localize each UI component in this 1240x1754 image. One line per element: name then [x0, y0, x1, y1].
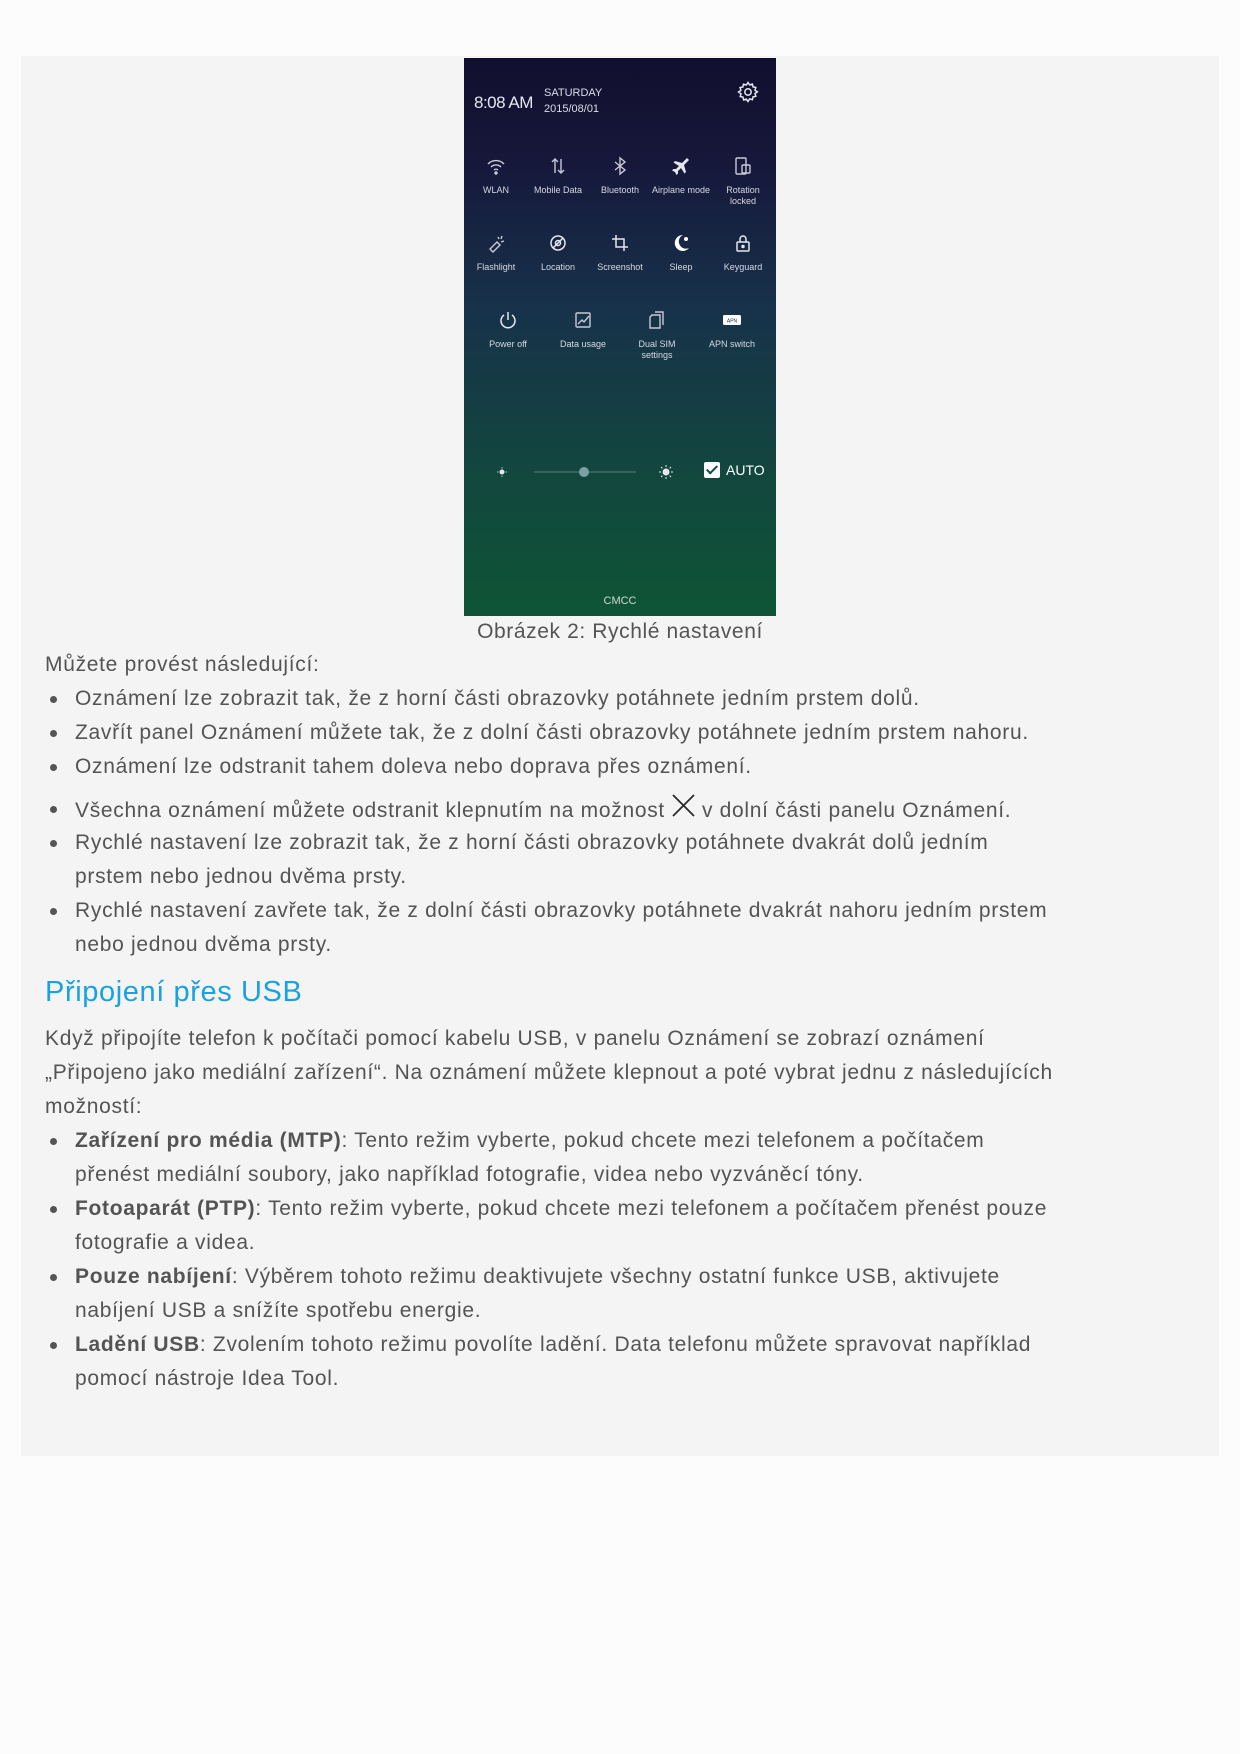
airplane-icon: [670, 155, 692, 177]
option-text: pomocí nástroje Idea Tool.: [75, 1367, 340, 1390]
tile-keyguard[interactable]: [712, 232, 774, 273]
close-icon: [670, 792, 697, 819]
tile-sleep[interactable]: [650, 232, 712, 273]
apn-icon: [721, 309, 743, 331]
tile-wlan[interactable]: [465, 155, 527, 196]
option-term: Fotoaparát (PTP): [75, 1197, 256, 1220]
option-text: : Zvolením tohoto režimu povolíte ladění. Data telefonu můžete spravovat například: [199, 1333, 1032, 1356]
location-icon: [547, 232, 569, 254]
svg-text:APN: APN: [726, 318, 738, 325]
tile-label: Screenshot: [597, 262, 643, 272]
tile-label: WLAN: [482, 185, 509, 195]
tile-label: Flashlight: [476, 262, 516, 272]
auto-label: AUTO: [726, 462, 765, 478]
dual-sim-icon: [646, 309, 668, 331]
usb-intro: [45, 1022, 1053, 1124]
tile-label: Rotation locked: [726, 185, 760, 206]
tile-mobile-data[interactable]: [527, 155, 589, 196]
power-icon: [497, 309, 519, 331]
list-item-line: nebo jednou dvěma prsty.: [75, 933, 332, 956]
list-item-line: prstem nebo jednou dvěma prsty.: [75, 865, 407, 888]
tile-label: Data usage: [559, 339, 607, 349]
tile-flashlight[interactable]: [465, 232, 527, 273]
list-item-line: Rychlé nastavení lze zobrazit tak, že z horní části obrazovky potáhnete dvakrát dolů jedním: [75, 831, 989, 854]
option-text: fotografie a videa.: [75, 1231, 256, 1254]
data-usage-icon: [572, 309, 594, 331]
tile-label: Bluetooth: [600, 185, 640, 195]
tile-data-usage[interactable]: [552, 309, 614, 350]
tile-label: Keyguard: [723, 262, 763, 272]
list-item: [75, 1328, 1031, 1396]
carrier-label: CMCC: [603, 595, 637, 607]
paragraph-line: možností:: [45, 1095, 143, 1118]
tile-location[interactable]: [527, 232, 589, 273]
list-item: [75, 1260, 1000, 1328]
option-text: : Výběrem tohoto režimu deaktivujete všechny ostatní funkce USB, aktivujete: [231, 1265, 1000, 1288]
tile-bluetooth[interactable]: [589, 155, 651, 196]
intro-text: Můžete provést následující:: [45, 653, 320, 676]
list-item-line: Rychlé nastavení zavřete tak, že z dolní části obrazovky potáhnete dvakrát nahoru jedním prstem: [75, 899, 1048, 922]
bluetooth-icon: [609, 155, 631, 177]
flashlight-icon: [485, 232, 507, 254]
quick-settings-screenshot: [464, 58, 776, 616]
tile-label: Location: [540, 262, 576, 272]
list-item: [75, 826, 988, 894]
list-item: [75, 894, 1047, 962]
tile-label: Sleep: [669, 262, 693, 272]
paragraph-line: „Připojeno jako mediální zařízení“. Na oznámení můžete klepnout a poté vybrat jednu z následujících: [45, 1061, 1053, 1084]
option-text: : Tento režim vyberte, pokud chcete mezi telefonem a počítačem: [341, 1129, 985, 1152]
tile-label: Dual SIM settings: [638, 339, 676, 360]
auto-brightness-toggle[interactable]: [704, 462, 765, 478]
section-heading: Připojení přes USB: [45, 976, 303, 1008]
paragraph-line: Když připojíte telefon k počítači pomocí kabelu USB, v panelu Oznámení se zobrazí oznámení: [45, 1027, 985, 1050]
option-term: Pouze nabíjení: [75, 1265, 232, 1288]
gear-icon[interactable]: [736, 80, 760, 104]
tile-dual-sim-settings[interactable]: [626, 309, 688, 361]
tile-label: APN switch: [708, 339, 755, 349]
option-term: Zařízení pro média (MTP): [75, 1129, 342, 1152]
option-text: přenést mediální soubory, jako například fotografie, videa nebo vyzváněcí tóny.: [75, 1163, 864, 1186]
list-item: Zavřít panel Oznámení můžete tak, že z dolní části obrazovky potáhnete jedním prstem nahoru.: [75, 716, 1029, 750]
screenshot-icon: [609, 232, 631, 254]
tile-rotation-locked[interactable]: [712, 155, 774, 207]
option-text: : Tento režim vyberte, pokud chcete mezi telefonem a počítačem přenést pouze: [255, 1197, 1048, 1220]
list-item: Oznámení lze zobrazit tak, že z horní části obrazovky potáhnete jedním prstem dolů.: [75, 682, 920, 716]
list-item: Oznámení lze odstranit tahem doleva nebo doprava přes oznámení.: [75, 750, 752, 784]
checkbox-icon: [704, 462, 720, 478]
figure-caption: Obrázek 2: Rychlé nastavení: [477, 620, 763, 643]
tile-label: Airplane mode: [651, 185, 711, 195]
list-item-text: Všechna oznámení můžete odstranit klepnutím na možnost: [75, 799, 665, 822]
sleep-icon: [670, 232, 692, 254]
list-item-text: v dolní části panelu Oznámení.: [701, 799, 1012, 822]
brightness-slider[interactable]: [496, 460, 736, 490]
list-item: [75, 1192, 1047, 1260]
mobile-data-icon: [547, 155, 569, 177]
tile-apn-switch[interactable]: [701, 309, 763, 350]
option-text: nabíjení USB a snížíte spotřebu energie.: [75, 1299, 482, 1322]
tile-label: Power off: [489, 339, 527, 349]
tile-airplane-mode[interactable]: [650, 155, 712, 196]
wifi-icon: [485, 155, 507, 177]
tile-label: Mobile Data: [533, 185, 583, 195]
list-item: [75, 1124, 984, 1192]
tile-screenshot[interactable]: [589, 232, 651, 273]
status-day: SATURDAY: [544, 87, 603, 99]
option-term: Ladění USB: [75, 1333, 200, 1356]
rotation-lock-icon: [732, 155, 754, 177]
status-date: 2015/08/01: [544, 103, 600, 115]
status-time: 8:08 AM: [474, 93, 533, 112]
keyguard-icon: [732, 232, 754, 254]
list-item: [75, 792, 1011, 828]
tile-power-off[interactable]: [477, 309, 539, 350]
